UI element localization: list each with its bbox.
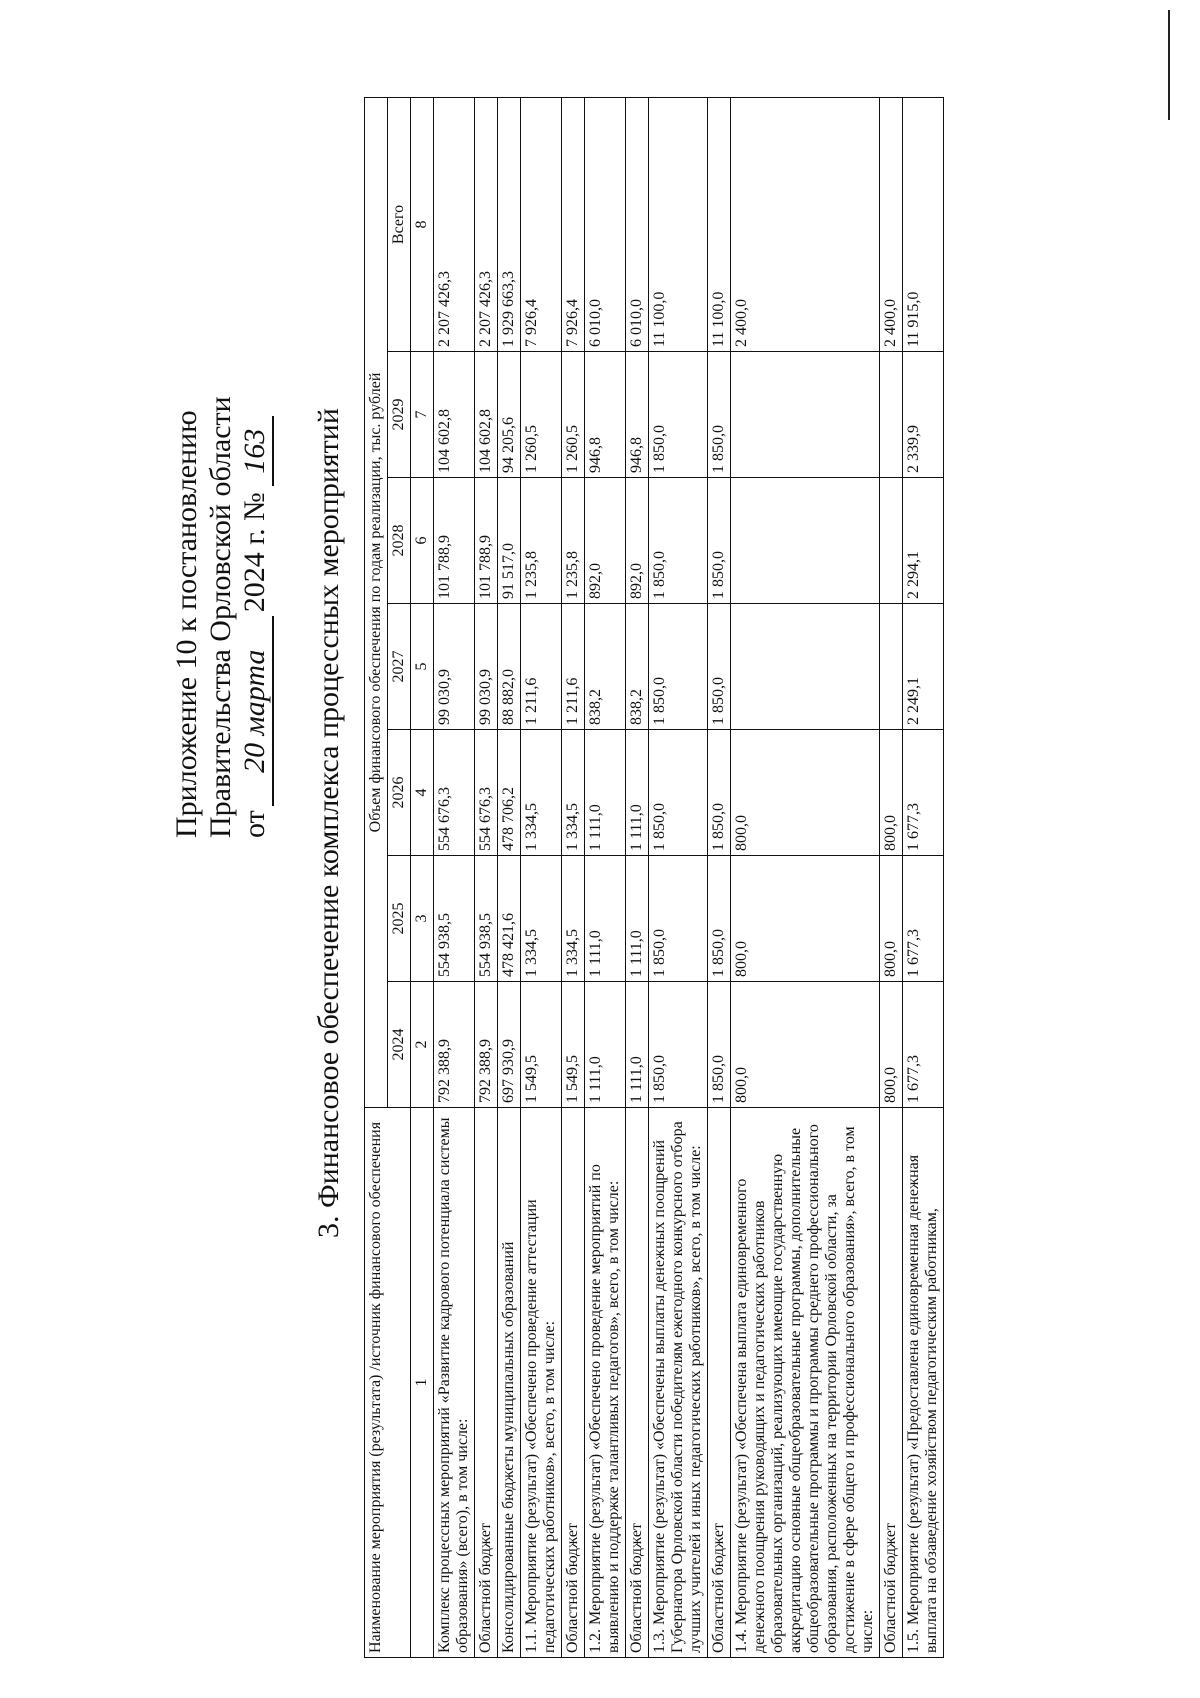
row-value-cell: 1 334,5 (521, 856, 562, 982)
row-value-cell: 1 235,8 (562, 478, 585, 604)
row-value-cell: 892,0 (626, 478, 649, 604)
row-value-cell: 1 677,3 (903, 856, 944, 982)
row-value-cell: 1 111,0 (585, 730, 626, 856)
row-total-cell: 2 400,0 (880, 97, 903, 351)
row-value-cell: 800,0 (731, 730, 880, 856)
year-cell: 2024 (388, 982, 411, 1108)
row-value-cell: 1 850,0 (649, 478, 708, 604)
row-value-cell: 1 260,5 (562, 352, 585, 478)
row-value-cell: 1 235,8 (521, 478, 562, 604)
year-cell: 2029 (388, 352, 411, 478)
col-number-cell: 7 (411, 352, 434, 478)
table-body (434, 97, 944, 1657)
row-value-cell: 554 676,3 (475, 730, 498, 856)
row-value-cell (731, 352, 880, 478)
row-total-cell: 1 929 663,3 (498, 97, 521, 351)
header-volume-cell: Объем финансового обеспечения по годам реализации, тыс. рублей (365, 97, 388, 1107)
row-value-cell: 1 111,0 (626, 982, 649, 1108)
row-value-cell (880, 352, 903, 478)
col-number-cell: 2 (411, 982, 434, 1108)
row-value-cell: 478 706,2 (498, 730, 521, 856)
row-name-cell: Комплекс процессных мероприятий «Развитие кадрового потенциала системы образования» (всего), в том числе: (434, 1108, 475, 1658)
row-total-cell: 2 207 426,3 (475, 97, 498, 351)
year-cell: 2028 (388, 478, 411, 604)
row-value-cell: 697 930,9 (498, 982, 521, 1108)
row-value-cell: 892,0 (585, 478, 626, 604)
row-value-cell: 800,0 (880, 730, 903, 856)
year-cell: 2025 (388, 856, 411, 982)
row-value-cell: 99 030,9 (434, 604, 475, 730)
total-header-cell: Всего (388, 97, 411, 351)
table-row (521, 97, 562, 1657)
row-total-cell: 7 926,4 (562, 97, 585, 351)
appendix-date-line (238, 396, 274, 838)
year-cell: 2027 (388, 604, 411, 730)
row-value-cell: 478 421,6 (498, 856, 521, 982)
row-value-cell: 1 850,0 (708, 352, 731, 478)
row-value-cell: 99 030,9 (475, 604, 498, 730)
row-name-cell: 1.4. Мероприятие (результат) «Обеспечена выплата единовременного денежного поощрения руководящих и педагогических работников образовательных организаций, реализующих имеющие государственную аккредитацию основные общеобразовательные программы, дополнительные общеобразовательные программы и программы среднего профессионального образования, расположенных на территории Орловской области, за достижение в сфере общего и профессионального образования», всего, в том числе: (731, 1108, 880, 1658)
row-value-cell: 1 850,0 (708, 604, 731, 730)
row-value-cell: 2 339,9 (903, 352, 944, 478)
table-row (880, 97, 903, 1657)
row-value-cell: 1 850,0 (649, 604, 708, 730)
row-value-cell: 838,2 (585, 604, 626, 730)
date-suffix: 2024 г. № (238, 492, 271, 613)
appendix-header (170, 396, 274, 838)
date-prefix: от (238, 810, 271, 838)
col-number-cell: 4 (411, 730, 434, 856)
row-name-cell: Областной бюджет (880, 1108, 903, 1658)
row-value-cell: 800,0 (731, 856, 880, 982)
row-value-cell: 1 850,0 (649, 352, 708, 478)
handwritten-date: 20 марта (238, 616, 274, 806)
col-number-cell: 1 (411, 1108, 434, 1658)
row-value-cell: 1 211,6 (562, 604, 585, 730)
appendix-line-1: Приложение 10 к постановлению (170, 410, 203, 838)
row-value-cell: 101 788,9 (434, 478, 475, 604)
row-name-cell: 1.2. Мероприятие (результат) «Обеспечено проведение мероприятий по выявлению и поддержке талантливых педагогов», всего, в том числе: (585, 1108, 626, 1658)
row-value-cell: 838,2 (626, 604, 649, 730)
row-value-cell (731, 604, 880, 730)
row-value-cell: 1 850,0 (708, 478, 731, 604)
row-value-cell: 1 111,0 (626, 730, 649, 856)
table-row (475, 97, 498, 1657)
row-value-cell: 1 334,5 (562, 730, 585, 856)
row-total-cell: 6 010,0 (626, 97, 649, 351)
row-value-cell: 946,8 (626, 352, 649, 478)
col-number-cell: 5 (411, 604, 434, 730)
row-value-cell: 104 602,8 (475, 352, 498, 478)
row-total-cell: 11 100,0 (649, 97, 708, 351)
row-value-cell: 792 388,9 (475, 982, 498, 1108)
row-total-cell: 11 100,0 (708, 97, 731, 351)
row-total-cell: 11 915,0 (903, 97, 944, 351)
row-total-cell: 2 400,0 (731, 97, 880, 351)
table-row (731, 97, 880, 1657)
row-value-cell: 1 549,5 (562, 982, 585, 1108)
row-value-cell: 1 334,5 (562, 856, 585, 982)
row-value-cell: 800,0 (731, 982, 880, 1108)
row-value-cell: 1 850,0 (649, 730, 708, 856)
row-value-cell: 2 294,1 (903, 478, 944, 604)
row-total-cell: 6 010,0 (585, 97, 626, 351)
row-value-cell: 101 788,9 (475, 478, 498, 604)
table-row (649, 97, 708, 1657)
row-total-cell: 2 207 426,3 (434, 97, 475, 351)
row-value-cell: 800,0 (880, 982, 903, 1108)
year-cell: 2026 (388, 730, 411, 856)
row-name-cell: Областной бюджет (708, 1108, 731, 1658)
row-name-cell: Областной бюджет (626, 1108, 649, 1658)
row-value-cell: 1 111,0 (626, 856, 649, 982)
header-name-cell: Наименование мероприятия (результата) /источник финансового обеспечения (365, 1108, 411, 1658)
row-total-cell: 7 926,4 (521, 97, 562, 351)
table-row (626, 97, 649, 1657)
row-value-cell: 554 938,5 (475, 856, 498, 982)
section-title: 3. Финансовое обеспечение комплекса процессных мероприятий (312, 408, 345, 1238)
row-value-cell: 800,0 (880, 856, 903, 982)
row-value-cell: 104 602,8 (434, 352, 475, 478)
row-value-cell: 91 517,0 (498, 478, 521, 604)
row-name-cell: Областной бюджет (475, 1108, 498, 1658)
row-value-cell: 1 850,0 (649, 856, 708, 982)
row-name-cell: 1.3. Мероприятие (результат) «Обеспечены выплаты денежных поощрений Губернатора Орловской области победителям ежегодного конкурсного отбора лучших учителей и иных педагогических работников», всего, в том числе: (649, 1108, 708, 1658)
row-value-cell: 554 938,5 (434, 856, 475, 982)
table-row (498, 97, 521, 1657)
row-value-cell: 1 111,0 (585, 856, 626, 982)
appendix-line-2: Правительства Орловской области (204, 396, 237, 838)
table-row (585, 97, 626, 1657)
column-numbers-row (411, 97, 434, 1657)
handwritten-number: 163 (238, 416, 274, 486)
table-row (708, 97, 731, 1657)
row-value-cell: 1 850,0 (708, 730, 731, 856)
row-value-cell: 946,8 (585, 352, 626, 478)
table-row (434, 97, 475, 1657)
row-name-cell: Областной бюджет (562, 1108, 585, 1658)
row-value-cell: 1 111,0 (585, 982, 626, 1108)
col-number-cell: 8 (411, 97, 434, 351)
row-value-cell: 2 249,1 (903, 604, 944, 730)
table-row (903, 97, 944, 1657)
row-value-cell: 1 850,0 (708, 982, 731, 1108)
row-value-cell: 1 549,5 (521, 982, 562, 1108)
table-header-row (365, 97, 388, 1657)
row-value-cell: 1 677,3 (903, 982, 944, 1108)
row-value-cell: 1 260,5 (521, 352, 562, 478)
row-value-cell (880, 604, 903, 730)
row-value-cell: 1 677,3 (903, 730, 944, 856)
row-name-cell: Консолидированные бюджеты муниципальных образований (498, 1108, 521, 1658)
row-value-cell: 1 211,6 (521, 604, 562, 730)
row-value-cell: 94 205,6 (498, 352, 521, 478)
table-row (562, 97, 585, 1657)
row-name-cell: 1.1. Мероприятие (результат) «Обеспечено проведение аттестации педагогических работников», всего, в том числе: (521, 1108, 562, 1658)
col-number-cell: 3 (411, 856, 434, 982)
row-name-cell: 1.5. Мероприятие (результат) «Предоставлена единовременная денежная выплата на обзаведение хозяйством педагогическим работникам, (903, 1108, 944, 1658)
row-value-cell (731, 478, 880, 604)
row-value-cell (880, 478, 903, 604)
col-number-cell: 6 (411, 478, 434, 604)
row-value-cell: 1 334,5 (521, 730, 562, 856)
row-value-cell: 1 850,0 (708, 856, 731, 982)
row-value-cell: 1 850,0 (649, 982, 708, 1108)
financing-table (364, 97, 944, 1658)
row-value-cell: 554 676,3 (434, 730, 475, 856)
row-value-cell: 792 388,9 (434, 982, 475, 1108)
row-value-cell: 88 882,0 (498, 604, 521, 730)
